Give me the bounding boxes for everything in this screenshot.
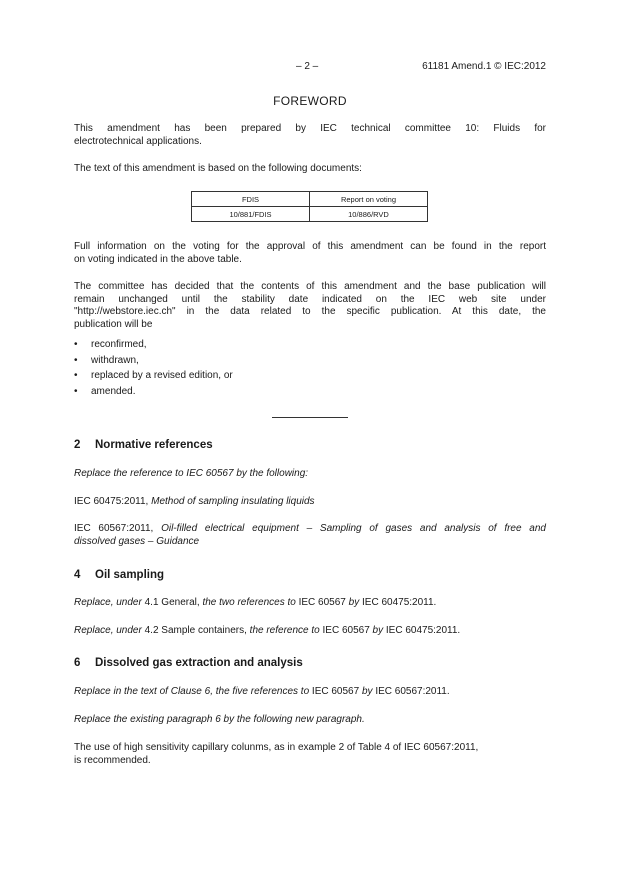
- table-header-row: [192, 192, 428, 207]
- table-header-cell: FDIS: [192, 192, 310, 207]
- document-reference: 61181 Amend.1 © IEC:2012: [422, 61, 546, 72]
- publication-options-list: [74, 337, 374, 399]
- section-4-heading: 4 Oil sampling: [74, 569, 165, 581]
- section-divider: [272, 417, 348, 418]
- list-item: • replaced by a revised edition, or: [74, 368, 374, 384]
- foreword-paragraph-4: The committee has decided that the contents of this amendment and the base publication will remain unchanged until the stability date indicated on the IEC web site under "http://webstore.iec.ch" in the data related to the specific publication. At this date, the publication will be: [74, 281, 546, 330]
- page-number: – 2 –: [296, 61, 319, 72]
- section-6-paragraph: The use of high sensitivity capillary colunms, as in example 2 of Table 4 of IEC 60567:2011, is recommended.: [74, 742, 479, 766]
- foreword-paragraph-3: Full information on the voting for the approval of this amendment can be found in the report on voting indicated in the above table.: [74, 241, 546, 265]
- page-header: [0, 61, 620, 75]
- table-cell: 10/881/FDIS: [192, 207, 310, 222]
- section-6-instruction-1: Replace in the text of Clause 6, the five references to IEC 60567 by IEC 60567:2011.: [74, 686, 450, 697]
- list-item: • amended.: [74, 384, 374, 400]
- table-header-cell: Report on voting: [310, 192, 428, 207]
- foreword-paragraph-1: This amendment has been prepared by IEC technical committee 10: Fluids for electrotechnical applications.: [74, 123, 546, 147]
- section-6-instruction-2: Replace the existing paragraph 6 by the following new paragraph.: [74, 714, 365, 725]
- voting-documents-table: [191, 191, 428, 222]
- reference-iec-60567: IEC 60567:2011, Oil-filled electrical equipment – Sampling of gases and analysis of free and dissolved gases – Guidance: [74, 523, 546, 547]
- reference-iec-60475: IEC 60475:2011, Method of sampling insulating liquids: [74, 496, 315, 507]
- table-cell: 10/886/RVD: [310, 207, 428, 222]
- bullet-icon: •: [74, 385, 78, 397]
- list-item: • withdrawn,: [74, 353, 374, 369]
- foreword-title: FOREWORD: [273, 94, 347, 108]
- bullet-icon: •: [74, 339, 78, 350]
- section-2-heading: 2 Normative references: [74, 439, 213, 451]
- section-2-instruction: Replace the reference to IEC 60567 by the following:: [74, 468, 309, 479]
- table-row: [192, 207, 428, 222]
- section-4-instruction-1: Replace, under 4.1 General, the two references to IEC 60567 by IEC 60475:2011.: [74, 597, 437, 608]
- bullet-icon: •: [74, 370, 78, 381]
- section-6-heading: 6 Dissolved gas extraction and analysis: [74, 657, 303, 669]
- list-item: • reconfirmed,: [74, 337, 374, 353]
- bullet-icon: •: [74, 354, 78, 366]
- foreword-paragraph-2: The text of this amendment is based on the following documents:: [74, 163, 362, 174]
- section-4-instruction-2: Replace, under 4.2 Sample containers, the reference to IEC 60567 by IEC 60475:2011.: [74, 625, 461, 636]
